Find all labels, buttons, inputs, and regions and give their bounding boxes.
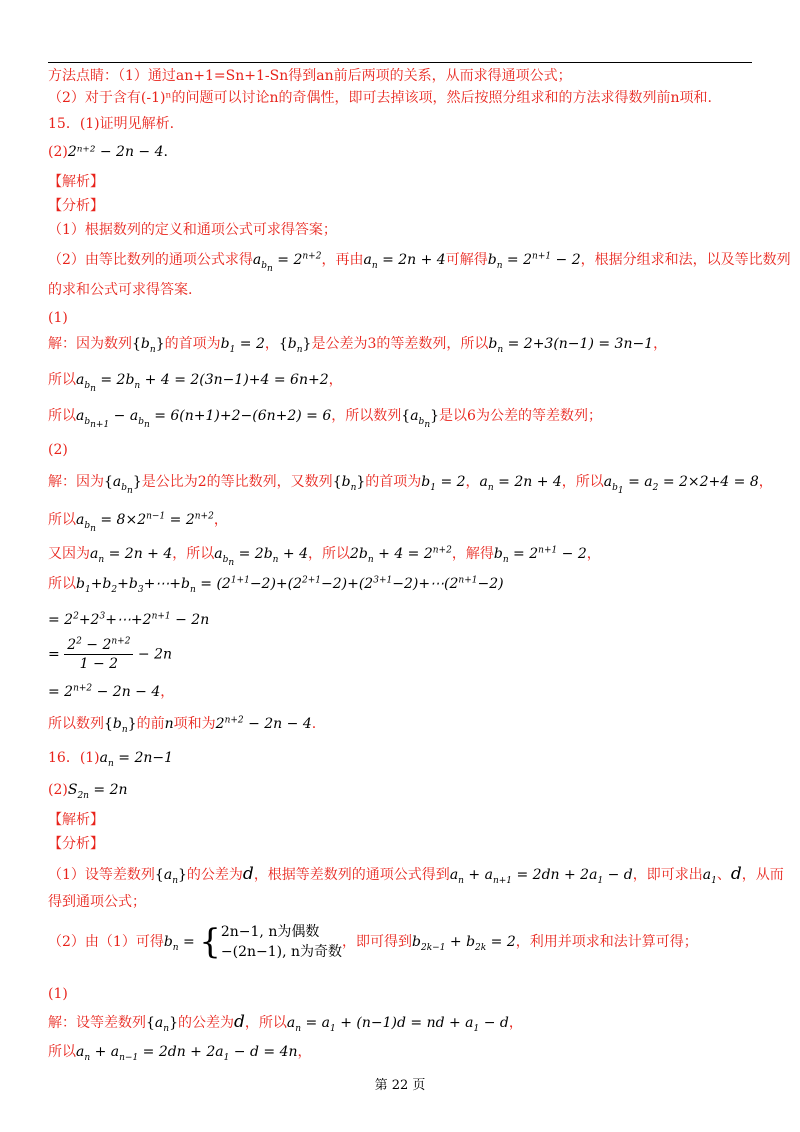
q16-step-label-1: (1) bbox=[48, 986, 68, 1002]
q16-fenxi-1-cont: 得到通项公式； bbox=[48, 894, 146, 910]
q15-answer-2: (2)2ⁿ⁺² − 2n − 4. bbox=[48, 144, 168, 160]
q16-fenxi-1: （1）设等差数列$\{a_n\}$的公差为d，根据等差数列的通项公式得到$a_n + a_{n+1} = 2dn + 2a_1 - d$，即可求出$a_1$、d，从而 bbox=[48, 864, 784, 886]
q15-fenxi-1: （1）根据数列的定义和通项公式可求得答案； bbox=[48, 222, 337, 238]
q15-step-11: 所以数列$\{b_n\}$的前n项和为$2^{n+2} - 2n - 4$. bbox=[48, 715, 317, 735]
q16-step-2: 所以$a_n + a_{n-1} = 2dn + 2a_1 - d = 4n$， bbox=[48, 1044, 312, 1063]
header-rule bbox=[48, 62, 752, 63]
q15-fenxi-heading: 【分析】 bbox=[48, 198, 104, 214]
q15-step-6: 又因为$a_n = 2n + 4$，所以$a_{b_n} = 2b_n + 4$，所以$2b_n + 4 = 2^{n+2}$，解得$b_n = 2^{n+1} - 2$， bbox=[48, 545, 601, 568]
q15-step-9: = $\frac{2^2 - 2^{n+2}}{1 - 2}$ − 2n bbox=[48, 636, 173, 672]
q15-step-label-2: (2) bbox=[48, 442, 68, 458]
q15-fenxi-2: （2）由等比数列的通项公式求得$a_{b_n} = 2^{n+2}$，再由$a_n = 2n + 4$可解得$b_n = 2^{n+1} - 2$，根据分组求和法，以及等比数列 bbox=[48, 251, 791, 274]
q15-step-1: 解：因为数列$\{b_n\}$的首项为$b_1 = 2$，$\{b_n\}$是公差为3的等差数列，所以$b_n = 2+3(n-1) = 3n-1$， bbox=[48, 336, 668, 355]
q16-jiexi-heading: 【解析】 bbox=[48, 812, 104, 828]
q15-step-2: 所以$a_{b_n} = 2b_n + 4 = 2(3n-1)+4 = 6n+2$， bbox=[48, 372, 343, 394]
method-tip-line-1: 方法点睛：（1）通过an+1=Sn+1-Sn得到an前后两项的关系，从而求得通项公式； bbox=[48, 68, 572, 84]
q15-step-5: 所以$a_{b_n} = 8\times 2^{n-1} = 2^{n+2}$， bbox=[48, 511, 228, 534]
q15-fenxi-2-cont: 的求和公式可求得答案. bbox=[48, 282, 193, 298]
method-tip-line-2: （2）对于含有(-1)ⁿ的问题可以讨论n的奇偶性，即可去掉该项，然后按照分组求和的方法求得数列前n项和. bbox=[48, 90, 713, 106]
q15-step-4: 解：因为$\{a_{b_n}\}$是公比为2的等比数列，又数列$\{b_n\}$的首项为$b_1 = 2$，$a_n = 2n + 4$，所以$a_{b_1} = a_2 = 2\times 2+4 = 8$， bbox=[48, 474, 773, 496]
q16-step-1: 解：设等差数列$\{a_n\}$的公差为d，所以$a_n = a_1 + (n-1)d$ = nd + $a_1 - d$， bbox=[48, 1012, 523, 1034]
q16-answer-2: $(2)S_{2n} = 2n$ bbox=[48, 782, 128, 801]
q15-step-8: = $2^2+2^3+\cdots+2^{n+1} - 2n$ bbox=[48, 611, 210, 628]
q16-fenxi-2: （2）由（1）可得$b_n$ = { 2n−1, n为偶数 −(2n−1), n为奇数 ，即可得到$b_{2k-1} + b_{2k} = 2$，利用并项求和法计算可得； bbox=[48, 922, 698, 962]
q15-jiexi-heading: 【解析】 bbox=[48, 174, 104, 190]
q15-answer-2-label: (2) bbox=[48, 144, 68, 160]
q15-step-7: 所以$b_1+b_2+b_3+\cdots+b_n$ = $(2^{1+1}-2)+(2^{2+1}-2)+(2^{3+1}-2)+\cdots(2^{n+1}-2)$ bbox=[48, 575, 504, 595]
q16-answer-1: 16．$(1)a_n = 2n-1$ bbox=[48, 750, 174, 769]
q16-fenxi-heading: 【分析】 bbox=[48, 836, 104, 852]
q15-step-10: = $2^{n+2} - 2n - 4$， bbox=[48, 683, 175, 700]
q15-step-3: 所以$a_{b_{n+1}} - a_{b_n} = 6(n+1)+2-(6n+2) = 6$，所以数列$\{a_{b_n}\}$是以6为公差的等差数列； bbox=[48, 408, 602, 430]
q15-step-label-1: (1) bbox=[48, 310, 68, 326]
q15-answer-1: 15．(1)证明见解析. bbox=[48, 116, 175, 132]
q15-answer-2-expr: 2ⁿ⁺² − 2n − 4 bbox=[67, 144, 164, 160]
page-footer: 第 22 页 bbox=[374, 1078, 426, 1093]
